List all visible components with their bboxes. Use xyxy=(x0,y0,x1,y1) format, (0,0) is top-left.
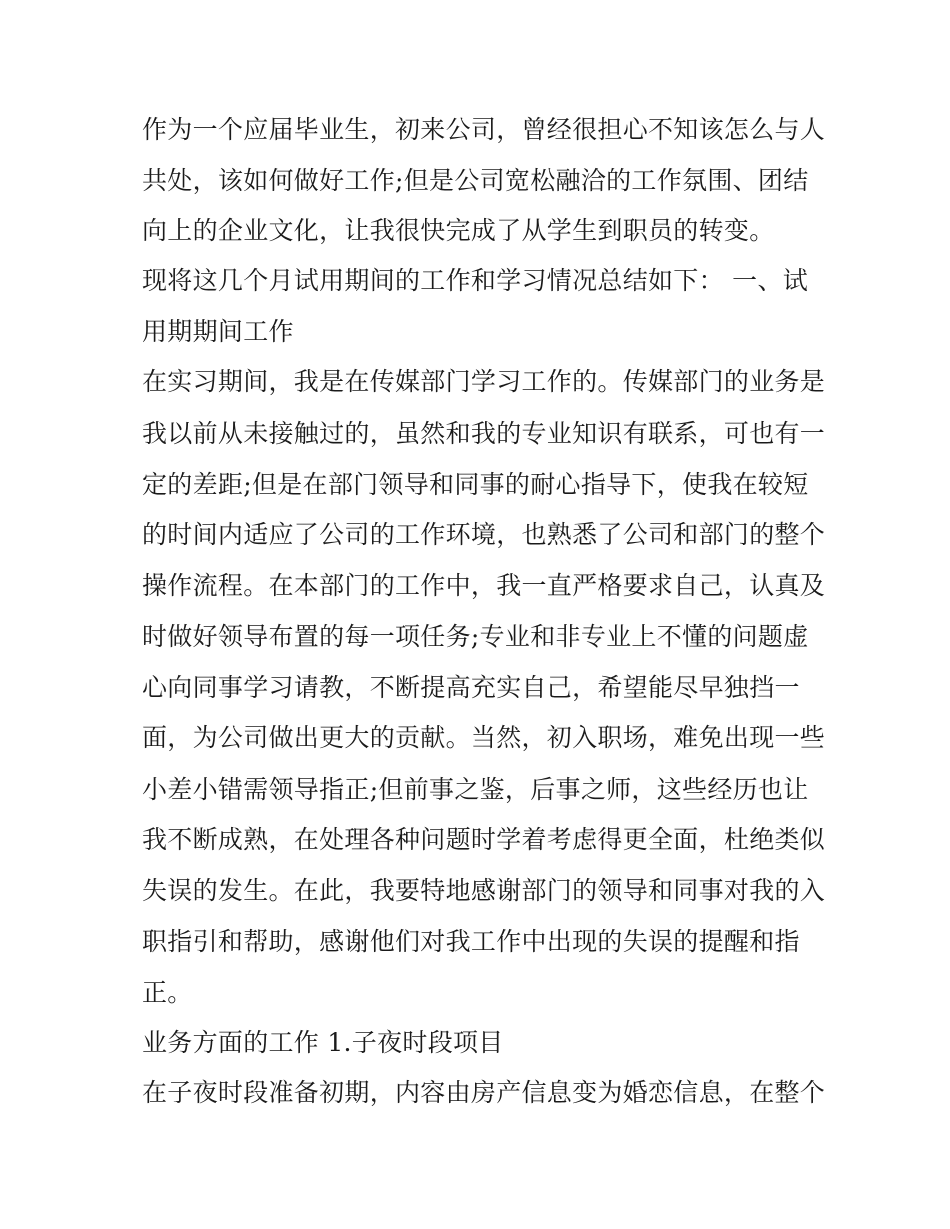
text-line: 职指引和帮助，感谢他们对我工作中出现的失误的提醒和指 xyxy=(142,927,800,956)
text-line: 在子夜时段准备初期，内容由房产信息变为婚恋信息，在整个 xyxy=(142,1078,826,1107)
text-line: 操作流程。在本部门的工作中，我一直严格要求自己，认真及 xyxy=(142,571,826,600)
text-line: 在实习期间，我是在传媒部门学习工作的。传媒部门的业务是 xyxy=(142,367,826,396)
text-line: 共处，该如何做好工作;但是公司宽松融洽的工作氛围、团结 xyxy=(142,166,809,195)
text-line: 我以前从未接触过的，虽然和我的专业知识有联系，可也有一 xyxy=(142,419,826,448)
text-line: 定的差距;但是在部门领导和同事的耐心指导下，使我在较短 xyxy=(142,470,809,499)
text-line: 心向同事学习请教，不断提高充实自己，希望能尽早独挡一 xyxy=(142,673,800,702)
text-line: 业务方面的工作 1.子夜时段项目 xyxy=(142,1028,504,1057)
text-line: 作为一个应届毕业生，初来公司，曾经很担心不知该怎么与人 xyxy=(142,115,826,144)
text-line: 我不断成熟，在处理各种问题时学着考虑得更全面，杜绝类似 xyxy=(142,825,826,854)
text-line: 向上的企业文化，让我很快完成了从学生到职员的转变。 xyxy=(142,216,775,245)
text-line: 正。 xyxy=(142,978,193,1007)
text-line: 用期期间工作 xyxy=(142,317,294,346)
text-line: 的时间内适应了公司的工作环境，也熟悉了公司和部门的整个 xyxy=(142,520,826,549)
text-line: 失误的发生。在此，我要特地感谢部门的领导和同事对我的入 xyxy=(142,876,826,905)
text-line: 时做好领导布置的每一项任务;专业和非专业上不懂的问题虚 xyxy=(142,622,809,651)
text-line: 现将这几个月试用期间的工作和学习情况总结如下： 一、试 xyxy=(142,266,809,295)
text-line: 小差小错需领导指正;但前事之鉴，后事之师，这些经历也让 xyxy=(142,775,809,804)
text-line: 面，为公司做出更大的贡献。当然，初入职场，难免出现一些 xyxy=(142,723,826,752)
